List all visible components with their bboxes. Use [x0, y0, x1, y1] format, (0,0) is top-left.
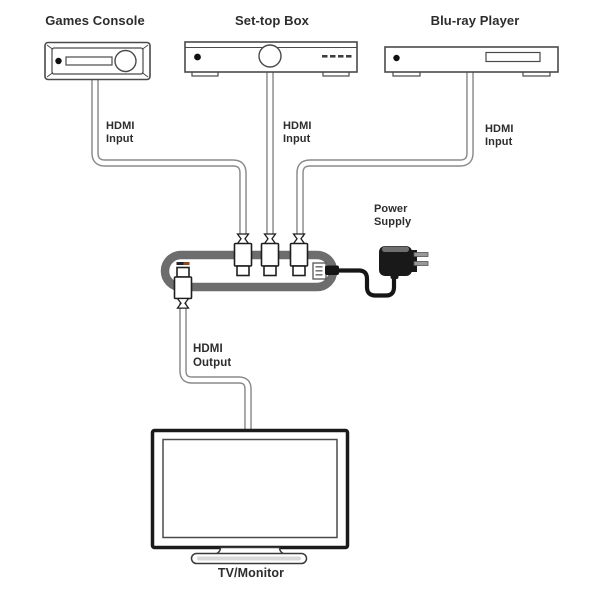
power-supply-label: Power Supply — [374, 203, 412, 228]
eject-dial — [115, 51, 136, 72]
games-console — [45, 43, 150, 80]
blu-ray-player — [385, 47, 558, 76]
output-port-marking — [177, 262, 190, 265]
hdmi-input-1-label: HDMI Input — [106, 120, 135, 145]
games-console-label: Games Console — [45, 13, 145, 28]
power-plug — [325, 266, 339, 276]
hdmi-plug-output — [175, 268, 192, 309]
tv-monitor — [153, 431, 348, 564]
tv-monitor-label: TV/Monitor — [217, 566, 285, 580]
power-adapter — [379, 246, 428, 279]
power-port — [313, 263, 326, 279]
tv-screen — [163, 440, 337, 538]
disc-tray-slot — [486, 53, 540, 62]
hdmi-plug-input-3 — [291, 234, 308, 276]
stb-dial — [259, 45, 281, 67]
hdmi-output-label: HDMI Output — [193, 343, 232, 369]
adapter-prong — [414, 262, 428, 266]
set-top-box — [185, 42, 357, 76]
hdmi-cable-input-1 — [95, 74, 243, 237]
disc-tray-slot — [66, 57, 112, 65]
power-led-icon — [393, 55, 399, 61]
adapter-prong — [414, 253, 428, 257]
hdmi-plug-input-2 — [262, 234, 279, 276]
power-led-icon — [194, 54, 201, 61]
hdmi-input-3-label: HDMI Input — [485, 123, 514, 148]
blu-ray-player-label: Blu-ray Player — [430, 13, 520, 28]
set-top-box-label: Set-top Box — [234, 13, 310, 28]
power-led-icon — [55, 58, 61, 64]
hdmi-input-2-label: HDMI Input — [283, 120, 312, 145]
hdmi-plug-input-1 — [235, 234, 252, 276]
